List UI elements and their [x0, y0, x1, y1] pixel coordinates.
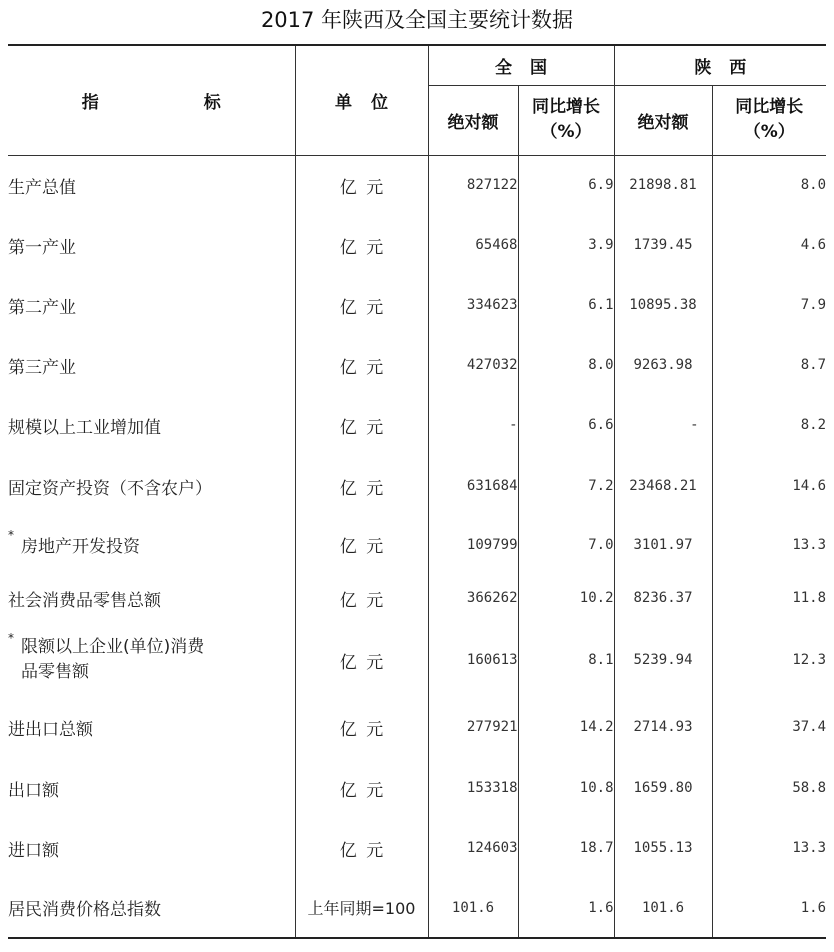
national-growth-value: 10.8 [518, 758, 614, 818]
shaanxi-absolute-value: - [614, 395, 712, 455]
unit-cell: 亿 元 [295, 517, 428, 572]
national-absolute-value: 160613 [428, 624, 518, 696]
shaanxi-absolute-value: 1659.80 [614, 758, 712, 818]
shaanxi-absolute-value: 9263.98 [614, 335, 712, 395]
footnote-asterisk: * [8, 528, 14, 542]
national-absolute-value: 277921 [428, 696, 518, 758]
unit-cell: 亿 元 [295, 215, 428, 275]
shaanxi-absolute-value: 21898.81 [614, 155, 712, 215]
growth-header-label: 同比增长 [735, 97, 804, 117]
national-absolute-value: 366262 [428, 572, 518, 624]
table-row [8, 878, 826, 938]
shaanxi-growth-value: 14.6 [712, 455, 826, 517]
unit-cell: 亿 元 [295, 624, 428, 696]
national-group-header: 全 国 [428, 45, 614, 85]
indicator-label: 生产总值 [8, 177, 76, 198]
shaanxi-absolute-value: 5239.94 [614, 624, 712, 696]
national-absolute-value: 153318 [428, 758, 518, 818]
national-absolute-value: 827122 [428, 155, 518, 215]
shaanxi-absolute-value: 10895.38 [614, 275, 712, 335]
table-header [8, 45, 826, 155]
national-growth-value: 6.9 [518, 155, 614, 215]
national-growth-value: 8.1 [518, 624, 614, 696]
national-absolute-header: 绝对额 [428, 85, 518, 155]
shaanxi-growth-value: 8.2 [712, 395, 826, 455]
indicator-label: 社会消费品零售总额 [8, 590, 161, 611]
shaanxi-growth-value: 7.9 [712, 275, 826, 335]
shaanxi-absolute-value: 101.6 [614, 878, 712, 938]
indicator-label: 固定资产投资（不含农户） [8, 478, 212, 499]
shaanxi-growth-value: 37.4 [712, 696, 826, 758]
table-row [8, 275, 826, 335]
national-absolute-value: 101.6 [428, 878, 518, 938]
shaanxi-growth-value: 4.6 [712, 215, 826, 275]
shaanxi-growth-value: 13.3 [712, 818, 826, 878]
unit-header [295, 45, 428, 155]
indicator-label [8, 517, 295, 572]
table-row [8, 215, 826, 275]
indicator-header [8, 45, 295, 155]
table-row [8, 395, 826, 455]
indicator-label [8, 624, 295, 696]
indicator-label-text [21, 635, 204, 685]
shaanxi-growth-value: 11.8 [712, 572, 826, 624]
indicator-label: 规模以上工业增加值 [8, 417, 161, 438]
table-row [8, 335, 826, 395]
table-row [8, 572, 826, 624]
national-growth-value: 3.9 [518, 215, 614, 275]
indicator-label: 出口额 [8, 780, 59, 801]
national-absolute-value: 109799 [428, 517, 518, 572]
shaanxi-absolute-value: 1739.45 [614, 215, 712, 275]
shaanxi-absolute-value: 3101.97 [614, 517, 712, 572]
unit-cell: 上年同期=100 [295, 878, 428, 938]
national-growth-value: 8.0 [518, 335, 614, 395]
unit-header-label: 单 位 [335, 92, 388, 113]
national-growth-value: 7.2 [518, 455, 614, 517]
national-absolute-value: 124603 [428, 818, 518, 878]
shaanxi-growth-value: 12.3 [712, 624, 826, 696]
indicator-label-line: 品零售额 [21, 662, 89, 682]
header-row-top [8, 45, 826, 85]
shaanxi-growth-value: 13.3 [712, 517, 826, 572]
table-row [8, 624, 826, 696]
table-row [8, 155, 826, 215]
table-body [8, 155, 826, 938]
shaanxi-absolute-value: 8236.37 [614, 572, 712, 624]
unit-cell: 亿 元 [295, 696, 428, 758]
unit-cell: 亿 元 [295, 572, 428, 624]
national-growth-value: 18.7 [518, 818, 614, 878]
indicator-label: 进口额 [8, 840, 59, 861]
national-growth-value: 1.6 [518, 878, 614, 938]
indicator-label: 第一产业 [8, 237, 76, 258]
indicator-label: 进出口总额 [8, 719, 93, 740]
growth-header-unit: （%） [743, 122, 795, 142]
shaanxi-growth-value: 58.8 [712, 758, 826, 818]
shaanxi-growth-value: 1.6 [712, 878, 826, 938]
statistics-table [8, 44, 826, 939]
unit-cell: 亿 元 [295, 275, 428, 335]
shaanxi-absolute-value: 23468.21 [614, 455, 712, 517]
shaanxi-absolute-value: 1055.13 [614, 818, 712, 878]
indicator-header-label: 指 标 [81, 92, 221, 113]
national-absolute-value: 631684 [428, 455, 518, 517]
growth-header-unit: （%） [540, 122, 592, 142]
unit-cell: 亿 元 [295, 758, 428, 818]
national-absolute-value: 427032 [428, 335, 518, 395]
unit-cell: 亿 元 [295, 818, 428, 878]
national-growth-value: 6.6 [518, 395, 614, 455]
national-absolute-value: 65468 [428, 215, 518, 275]
indicator-label-text: 房地产开发投资 [21, 537, 140, 557]
national-growth-header [518, 85, 614, 155]
table-row [8, 758, 826, 818]
shaanxi-group-header: 陕 西 [614, 45, 826, 85]
table-row [8, 517, 826, 572]
indicator-label-line: 限额以上企业(单位)消费 [21, 637, 205, 657]
growth-header-label: 同比增长 [532, 97, 600, 117]
unit-cell: 亿 元 [295, 155, 428, 215]
shaanxi-growth-value: 8.0 [712, 155, 826, 215]
footnote-asterisk: * [8, 631, 14, 645]
unit-cell: 亿 元 [295, 455, 428, 517]
indicator-label: 居民消费价格总指数 [8, 900, 161, 920]
shaanxi-growth-value: 8.7 [712, 335, 826, 395]
unit-cell: 亿 元 [295, 335, 428, 395]
table-row [8, 455, 826, 517]
unit-cell: 亿 元 [295, 395, 428, 455]
national-growth-value: 14.2 [518, 696, 614, 758]
page-title: 2017 年陕西及全国主要统计数据 [260, 8, 574, 32]
table-row [8, 696, 826, 758]
indicator-label: 第三产业 [8, 357, 76, 378]
national-growth-value: 7.0 [518, 517, 614, 572]
national-absolute-value: - [428, 395, 518, 455]
table-row [8, 818, 826, 878]
national-absolute-value: 334623 [428, 275, 518, 335]
national-growth-value: 6.1 [518, 275, 614, 335]
shaanxi-growth-header [712, 85, 826, 155]
shaanxi-absolute-header: 绝对额 [614, 85, 712, 155]
shaanxi-absolute-value: 2714.93 [614, 696, 712, 758]
national-growth-value: 10.2 [518, 572, 614, 624]
indicator-label: 第二产业 [8, 297, 76, 318]
